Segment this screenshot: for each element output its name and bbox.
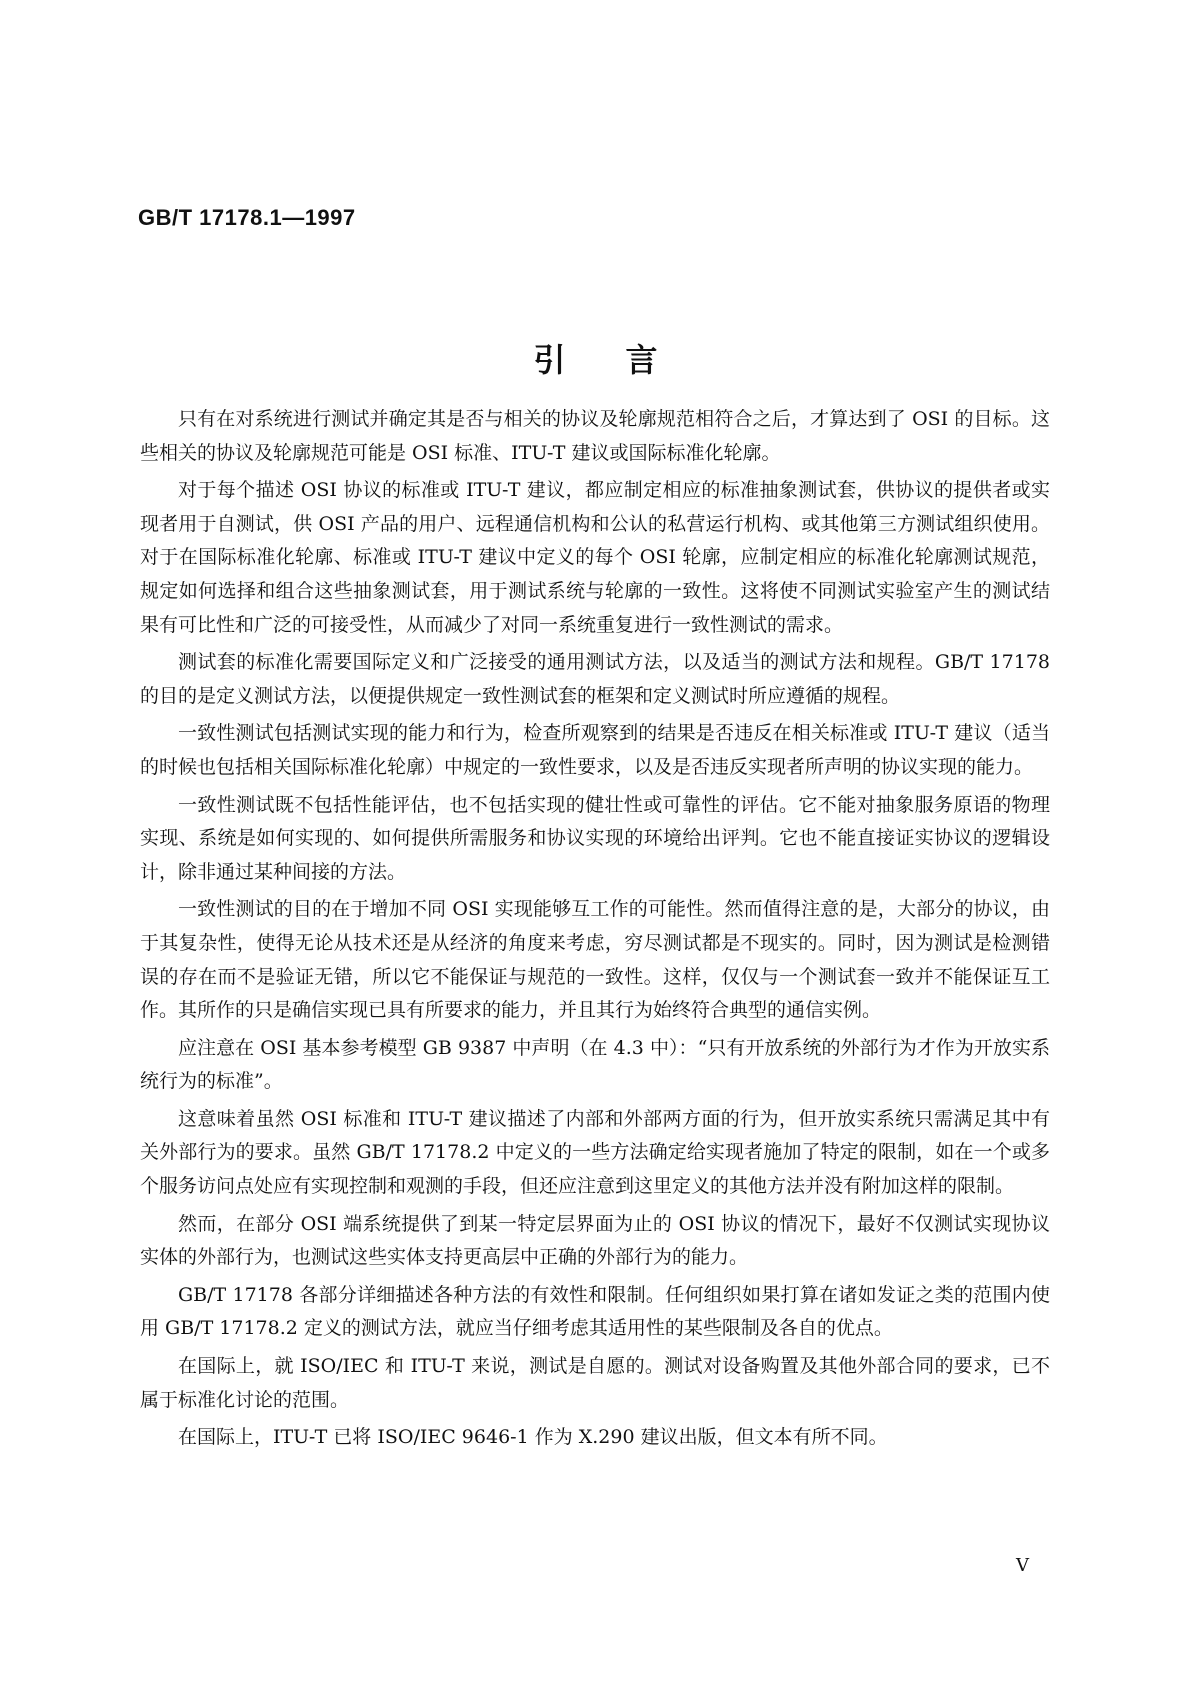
paragraph: 对于每个描述 OSI 协议的标准或 ITU-T 建议，都应制定相应的标准抽象测试套，供协议的提供者或实现者用于自测试，供 OSI 产品的用户、远程通信机构和公认的私营运行机构、或其他第三方测试组织使用。对于在国际标准化轮廓、标准或 ITU-T 建议中定义的每个 OSI 轮廓，应制定相应的标准化轮廓测试规范，规定如何选择和组合这些抽象测试套，用于测试系统与轮廓的一致性。这将使不同测试实验室产生的测试结果有可比性和广泛的可接受性，从而减少了对同一系统重复进行一致性测试的需求。 bbox=[140, 479, 1050, 636]
paragraph: 一致性测试包括测试实现的能力和行为，检查所观察到的结果是否违反在相关标准或 ITU-T 建议（适当的时候也包括相关国际标准化轮廓）中规定的一致性要求，以及是否违反实现者所声明的协议实现的能力。 bbox=[140, 722, 1050, 778]
page-number: V bbox=[1016, 1555, 1029, 1576]
document-code: GB/T 17178.1—1997 bbox=[138, 205, 356, 230]
paragraph: 应注意在 OSI 基本参考模型 GB 9387 中声明（在 4.3 中）：“只有开放系统的外部行为才作为开放实系统行为的标准”。 bbox=[140, 1036, 1050, 1093]
paragraph: GB/T 17178 各部分详细描述各种方法的有效性和限制。任何组织如果打算在诸如发证之类的范围内使用 GB/T 17178.2 定义的测试方法，就应当仔细考虑其适用性的某些限制及各自的优点。 bbox=[140, 1283, 1050, 1340]
paragraph: 一致性测试的目的在于增加不同 OSI 实现能够互工作的可能性。然而值得注意的是，大部分的协议，由于其复杂性，使得无论从技术还是从经济的角度来考虑，穷尽测试都是不现实的。同时，因为测试是检测错误的存在而不是验证无错，所以它不能保证与规范的一致性。这样，仅仅与一个测试套一致并不能保证互工作。其所作的只是确信实现已具有所要求的能力，并且其行为始终符合典型的通信实例。 bbox=[140, 898, 1050, 1022]
paragraph: 一致性测试既不包括性能评估，也不包括实现的健壮性或可靠性的评估。它不能对抽象服务原语的物理实现、系统是如何实现的、如何提供所需服务和协议实现的环境给出评判。它也不能直接证实协议的逻辑设计，除非通过某种间接的方法。 bbox=[140, 793, 1050, 883]
paragraph: 测试套的标准化需要国际定义和广泛接受的通用测试方法，以及适当的测试方法和规程。GB/T 17178的目的是定义测试方法，以便提供规定一致性测试套的框架和定义测试时所应遵循的规程。 bbox=[140, 651, 1050, 707]
page-title: 引言 bbox=[533, 341, 718, 379]
paragraph: 在国际上，就 ISO/IEC 和 ITU-T 来说，测试是自愿的。测试对设备购置及其他外部合同的要求，已不属于标准化讨论的范围。 bbox=[140, 1355, 1050, 1411]
paragraph: 只有在对系统进行测试并确定其是否与相关的协议及轮廓规范相符合之后，才算达到了 OSI 的目标。这些相关的协议及轮廓规范可能是 OSI 标准、ITU-T 建议或国际标准化轮廓。 bbox=[140, 408, 1050, 464]
paragraph: 在国际上，ITU-T 已将 ISO/IEC 9646-1 作为 X.290 建议出版，但文本有所不同。 bbox=[178, 1426, 888, 1449]
paragraph: 然而，在部分 OSI 端系统提供了到某一特定层界面为止的 OSI 协议的情况下，最好不仅测试实现协议实体的外部行为，也测试这些实体支持更高层中正确的外部行为的能力。 bbox=[140, 1212, 1050, 1269]
body-text bbox=[140, 403, 1050, 1459]
paragraph: 这意味着虽然 OSI 标准和 ITU-T 建议描述了内部和外部两方面的行为，但开放实系统只需满足其中有关外部行为的要求。虽然 GB/T 17178.2 中定义的一些方法确定给实现者施加了特定的限制，如在一个或多个服务访问点处应有实现控制和观测的手段，但还应注意到这里定义的其他方法并没有附加这样的限制。 bbox=[140, 1107, 1050, 1198]
